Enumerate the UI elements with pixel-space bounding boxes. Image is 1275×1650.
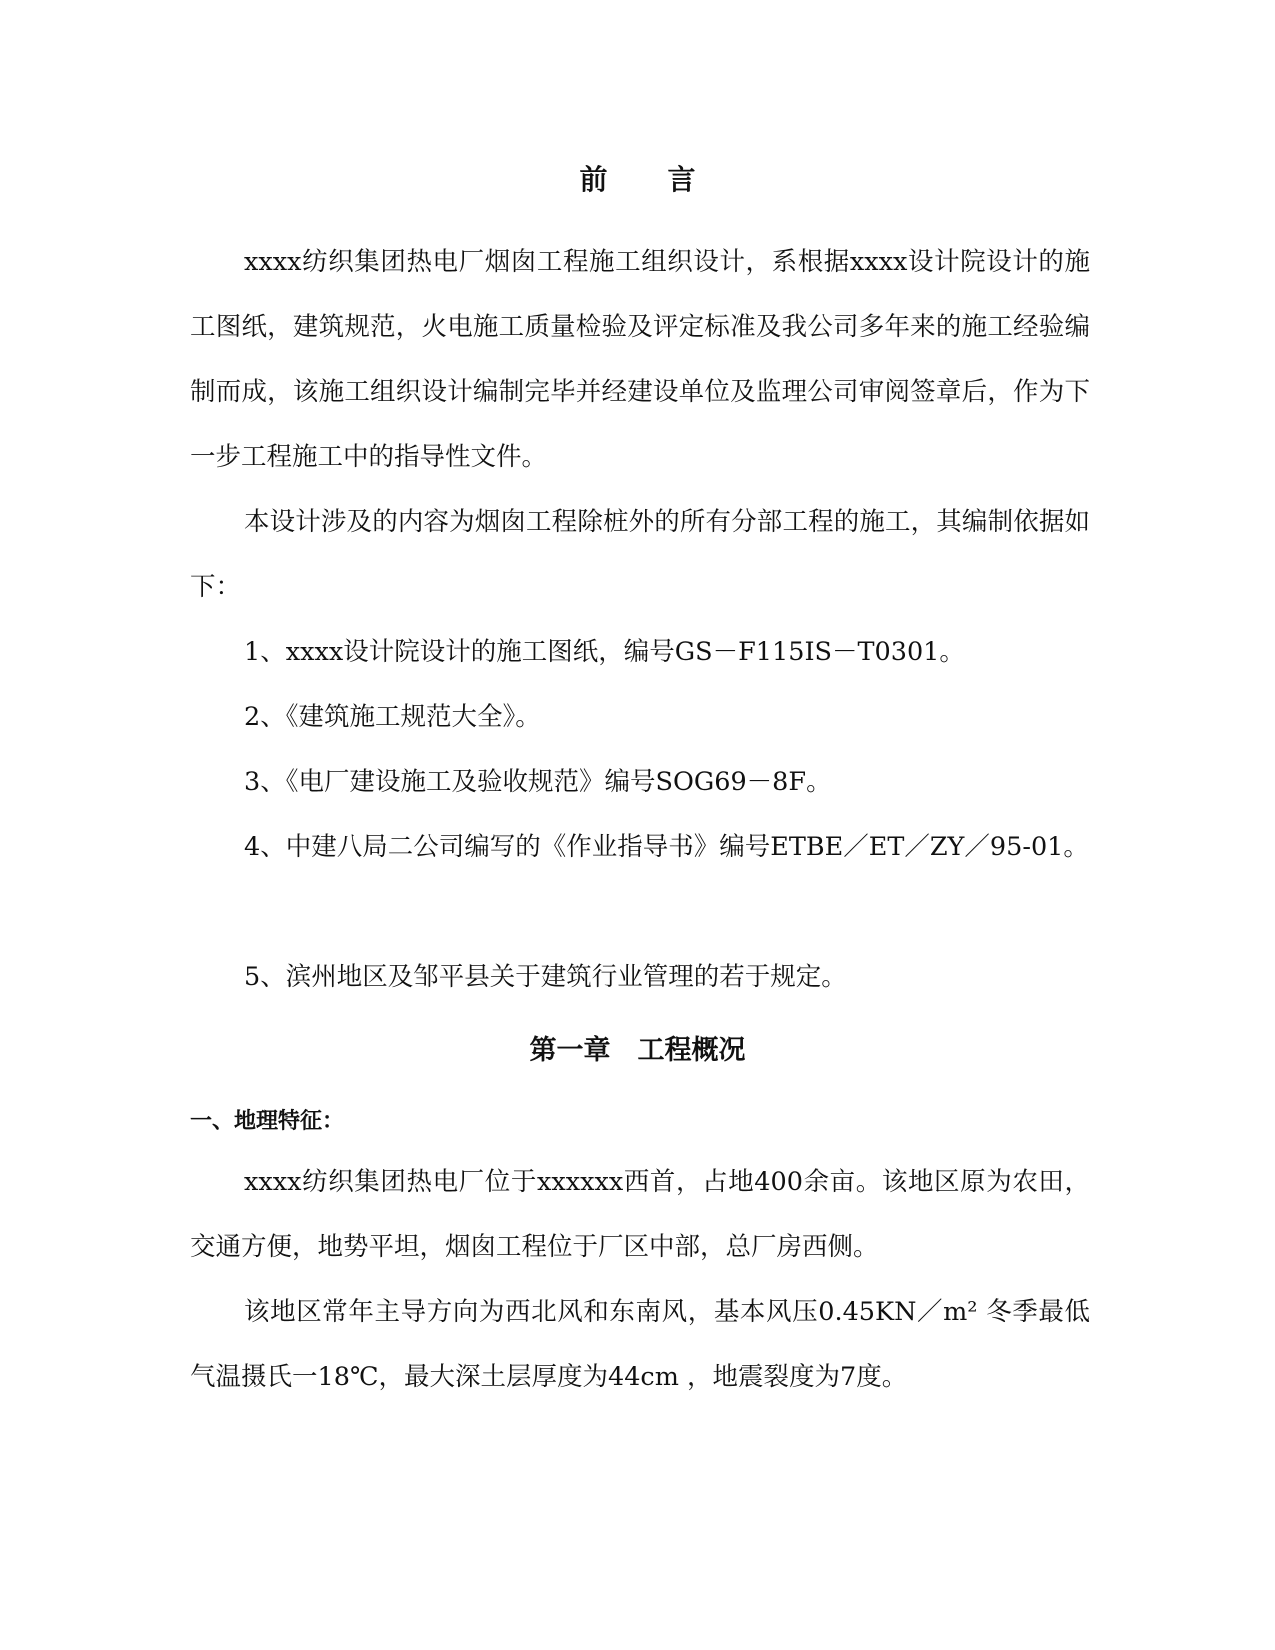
- preface-title: [0, 160, 1275, 200]
- basis-item-2: 2、《建筑施工规范大全》。: [244, 702, 541, 732]
- section-heading: 一、地理特征：: [190, 1109, 345, 1134]
- preface-paragraph-2: 本设计涉及的内容为烟囱工程除桩外的所有分部工程的施工，其编制依据如下：: [190, 507, 1090, 602]
- preface-paragraph-1: xxxx纺织集团热电厂烟囱工程施工组织设计，系根据xxxx设计院设计的施工图纸，建筑规范，火电施工质量检验及评定标准及我公司多年来的施工经验编制而成，该施工组织设计编制完毕并经建设单位及监理公司审阅签章后，作为下一步工程施工中的指导性文件。: [190, 247, 1090, 472]
- chapter-title: 第一章 工程概况: [529, 1035, 746, 1066]
- basis-item-5: 5、滨州地区及邹平县关于建筑行业管理的若于规定。: [244, 962, 847, 992]
- basis-item-3: 3、《电厂建设施工及验收规范》编号SOG69－8F。: [244, 767, 832, 797]
- geo-paragraph-2: 该地区常年主导方向为西北风和东南风，基本风压0.45KN／m² 冬季最低气温摄氏一18℃，最大深土层厚度为44cm ，地震裂度为7度。: [190, 1297, 1090, 1392]
- basis-item-4: 4、中建八局二公司编写的《作业指导书》编号ETBE／ET／ZY／95-01。: [244, 832, 1089, 862]
- basis-item-1: 1、xxxx设计院设计的施工图纸，编号GS－F115IS－T0301。: [244, 637, 965, 667]
- geo-paragraph-1: xxxx纺织集团热电厂位于xxxxxx西首，占地400余亩。该地区原为农田，交通方便，地势平坦，烟囱工程位于厂区中部，总厂房西侧。: [190, 1167, 1090, 1262]
- preface-title-text: 前言: [579, 163, 756, 196]
